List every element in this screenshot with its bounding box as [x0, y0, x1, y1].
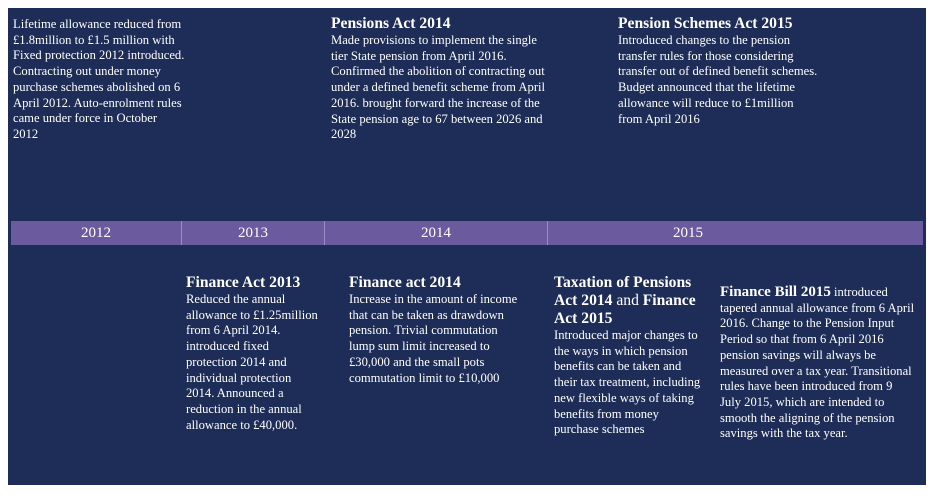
- title-part-finance-act: Finance Act 2015: [554, 292, 696, 327]
- event-finance-bill-2015-title: Finance Bill 2015: [720, 284, 831, 300]
- event-finance-act-2014-title: Finance act 2014: [349, 274, 461, 291]
- event-finance-act-2013-title: Finance Act 2013: [186, 274, 301, 291]
- event-pensions-act-2014-title: Pensions Act 2014: [331, 15, 451, 32]
- event-2012-text: Lifetime allowance reduced from £1.8million to £1.5 million with Fixed protection 2012 introduced. Contracting out under money purchase schemes abolished on 6 April 2012. Auto-enrolment rules came under force in October 2012: [13, 17, 185, 141]
- event-pensions-act-2014-text: Made provisions to implement the single tier State pension from April 2016. Confirmed the abolition of contracting out under a defined benefit scheme from April 2016. brought forward the increase of the State pension age to 67 between 2026 and 2028: [331, 33, 546, 142]
- timeline-bar: [11, 221, 923, 245]
- event-finance-bill-2015-text: introduced tapered annual allowance from 6 April 2016. Change to the Pension Input Period so that from 6 April 2016 pension savings will always be measured over a tax year. Transitional rules have been introduced from 9 July 2015, which are intended to smooth the aligning of the pension savings with the tax year.: [720, 285, 915, 441]
- event-finance-act-2013-text: Reduced the annual allowance to £1.25million from 6 April 2014. introduced fixed protection 2014 and individual protection 2014. Announced a reduction in the annual allowance to £40,000.: [186, 292, 318, 432]
- year-2014: 2014: [325, 221, 548, 245]
- title-part-taxation: Taxation of Pensions Act 2014: [554, 274, 692, 309]
- event-taxation-of-pensions-act-title: [554, 274, 706, 328]
- event-pension-schemes-act-2015: [618, 15, 820, 127]
- timeline-diagram: [8, 8, 926, 485]
- year-2013: 2013: [182, 221, 325, 245]
- year-2015: 2015: [673, 225, 703, 241]
- event-2012: [13, 17, 185, 143]
- event-pension-schemes-act-2015-text: Introduced changes to the pension transfer rules for those considering transfer out of defined benefit schemes. Budget announced that the lifetime allowance will reduce to £1million from April 2016: [618, 33, 818, 126]
- title-conjunction: and: [612, 292, 643, 309]
- year-2012: 2012: [11, 221, 182, 245]
- event-taxation-of-pensions-act: [554, 274, 706, 438]
- event-taxation-of-pensions-act-text: Introduced major changes to the ways in which pension benefits can be taken and their tax treatment, including new flexible ways of taking benefits from money purchase schemes: [554, 328, 701, 437]
- event-finance-act-2013: [186, 274, 322, 433]
- event-finance-bill-2015: [720, 285, 915, 442]
- event-pension-schemes-act-2015-title: Pension Schemes Act 2015: [618, 15, 793, 32]
- event-finance-act-2014: [349, 274, 519, 386]
- event-finance-act-2014-text: Increase in the amount of income that can be taken as drawdown pension. Trivial commutation lump sum limit increased to £30,000 and the small pots commutation limit to £10,000: [349, 292, 518, 385]
- event-pensions-act-2014: [331, 15, 556, 143]
